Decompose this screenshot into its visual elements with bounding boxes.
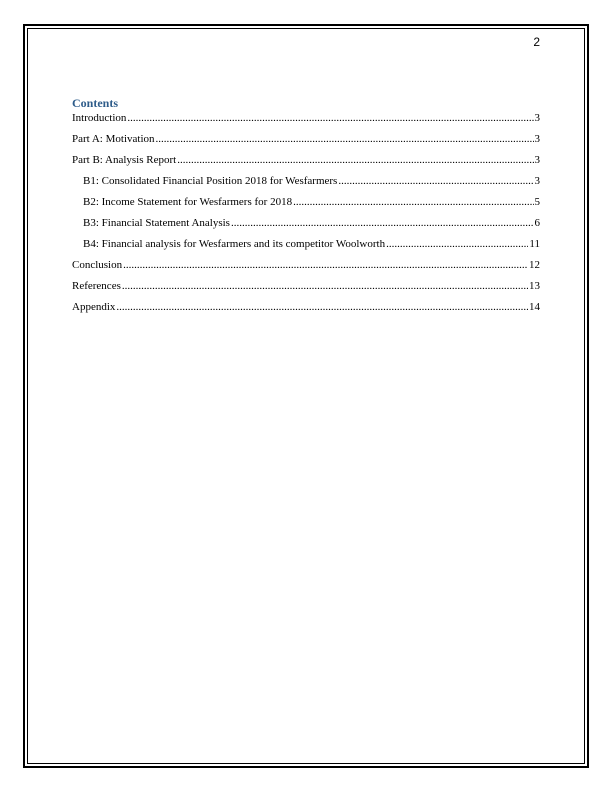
toc-entry-references[interactable] xyxy=(72,280,540,293)
toc-dot-leader xyxy=(386,238,528,251)
toc-entry-page: 13 xyxy=(529,280,540,292)
toc-dot-leader xyxy=(122,280,528,293)
toc-entry-title: Part A: Motivation xyxy=(72,133,155,145)
toc-dot-leader xyxy=(231,217,534,230)
toc-entry-page: 3 xyxy=(534,175,540,187)
toc-dot-leader xyxy=(127,112,533,125)
toc-dot-leader xyxy=(123,259,528,272)
toc-entry-b4[interactable] xyxy=(72,238,540,251)
toc-entry-b1[interactable] xyxy=(72,175,540,188)
toc-entry-b2[interactable] xyxy=(72,196,540,209)
toc-entry-title: Conclusion xyxy=(72,259,123,271)
toc-entry-page: 3 xyxy=(534,133,540,145)
toc-dot-leader xyxy=(338,175,533,188)
toc-heading: Contents xyxy=(72,96,119,110)
toc-entry-title: B3: Financial Statement Analysis xyxy=(83,217,230,229)
toc-entry-title: B1: Consolidated Financial Position 2018 for Wesfarmers xyxy=(83,175,338,187)
toc-entry-title: References xyxy=(72,280,121,292)
toc-entry-page: 14 xyxy=(529,301,540,313)
toc-dot-leader xyxy=(116,301,528,314)
toc-entry-page: 3 xyxy=(534,112,540,124)
toc-entry-part-b[interactable] xyxy=(72,154,540,167)
toc-entry-title: Appendix xyxy=(72,301,116,313)
table-of-contents xyxy=(72,96,540,322)
toc-dot-leader xyxy=(177,154,533,167)
toc-dot-leader xyxy=(156,133,534,146)
toc-entry-introduction[interactable] xyxy=(72,112,540,125)
toc-list xyxy=(72,112,540,314)
toc-entry-title: Part B: Analysis Report xyxy=(72,154,177,166)
toc-entry-title: Introduction xyxy=(72,112,127,124)
toc-entry-title: B4: Financial analysis for Wesfarmers and its competitor Woolworth xyxy=(83,238,386,250)
page-number: 2 xyxy=(533,35,540,49)
toc-entry-page: 3 xyxy=(534,154,540,166)
toc-entry-page: 12 xyxy=(529,259,540,271)
toc-dot-leader xyxy=(293,196,533,209)
toc-entry-title: B2: Income Statement for Wesfarmers for 2018 xyxy=(83,196,293,208)
toc-entry-appendix[interactable] xyxy=(72,301,540,314)
toc-entry-part-a[interactable] xyxy=(72,133,540,146)
toc-entry-b3[interactable] xyxy=(72,217,540,230)
toc-entry-page: 11 xyxy=(529,238,540,250)
toc-entry-conclusion[interactable] xyxy=(72,259,540,272)
toc-entry-page: 6 xyxy=(534,217,540,229)
toc-entry-page: 5 xyxy=(534,196,540,208)
